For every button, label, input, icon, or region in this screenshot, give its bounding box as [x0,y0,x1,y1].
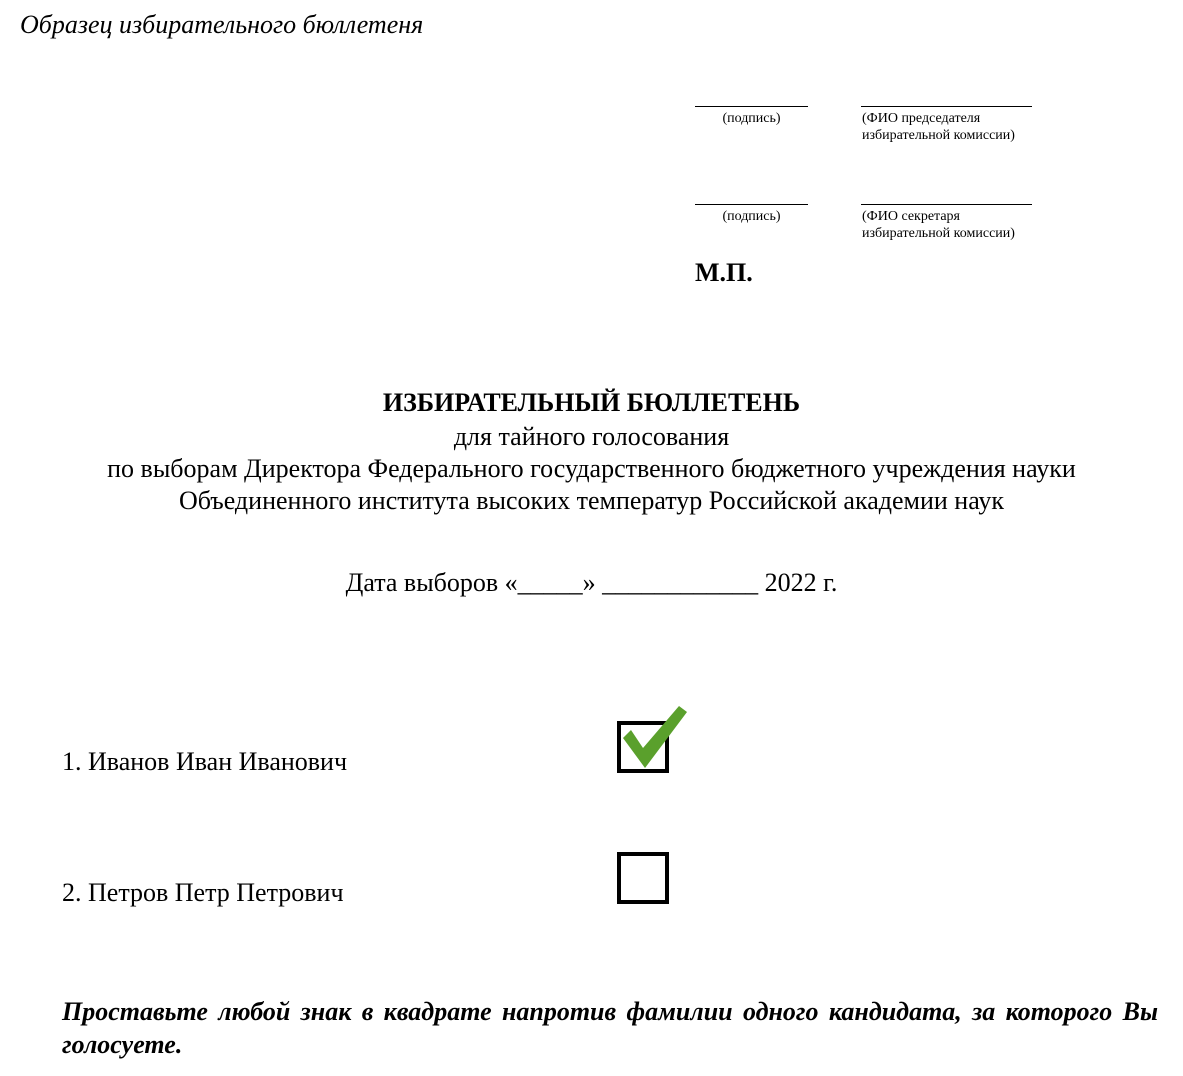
document-caption: Образец избирательного бюллетеня [20,10,424,39]
signature-line-chairman [695,106,808,107]
ballot-subtitle-1: для тайного голосования [453,422,730,451]
ballot-subtitle-2: по выборам Директора Федерального государственного бюджетного учреждения науки [107,454,1076,483]
election-date: Дата выборов «_____» ____________ 2022 г. [345,568,838,597]
name-line-secretary [861,204,1032,205]
checkmark-icon [615,700,695,774]
name-label-chairman: (ФИО председателя избирательной комиссии) [862,111,1015,143]
name-line-chairman [861,106,1032,107]
candidate-2-checkbox[interactable] [617,852,669,904]
candidate-2-name: 2. Петров Петр Петрович [62,878,344,907]
voting-instruction: Проставьте любой знак в квадрате напротив фамилии одного кандидата, за которого Вы голосуете. [62,997,1158,1059]
stamp-label: М.П. [695,258,753,287]
ballot-subtitle-3: Объединенного института высоких температур Российской академии наук [178,486,1005,515]
signature-line-secretary [695,204,808,205]
ballot-title: ИЗБИРАТЕЛЬНЫЙ БЮЛЛЕТЕНЬ [382,388,801,417]
signature-label-secretary: (подпись) [722,209,781,224]
signature-label-chairman: (подпись) [722,111,781,126]
candidate-1-name: 1. Иванов Иван Иванович [62,747,348,776]
name-label-secretary: (ФИО секретаря избирательной комиссии) [862,209,1015,241]
